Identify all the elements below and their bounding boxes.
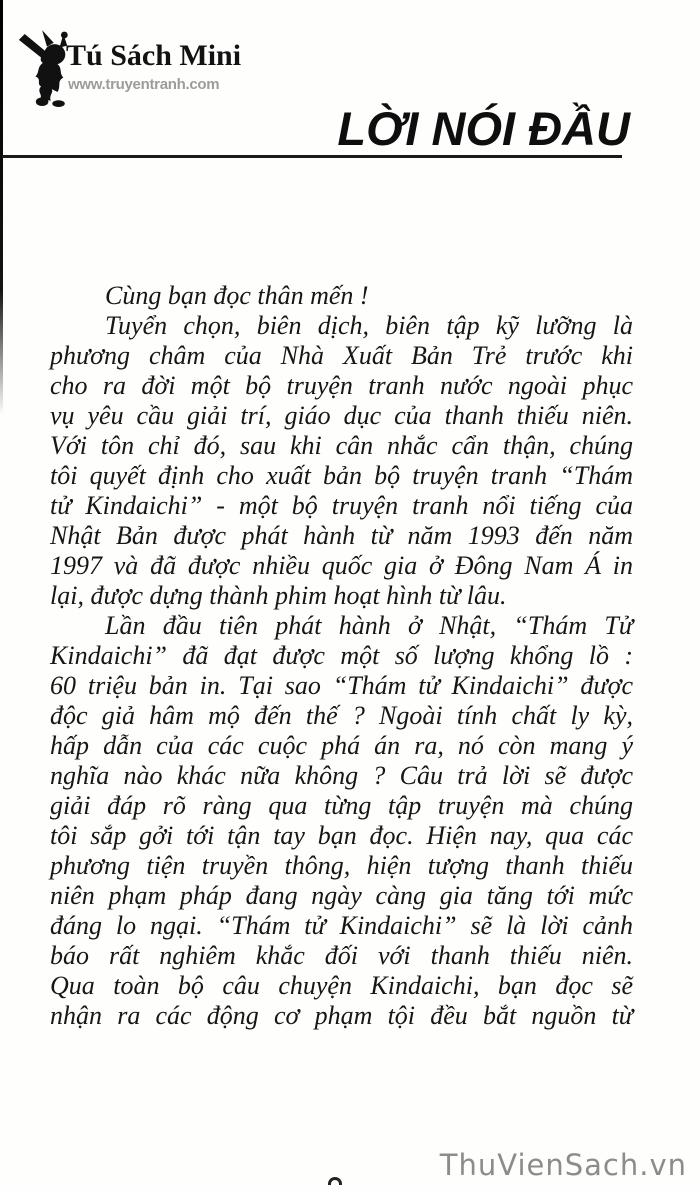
body-line: nhận ra các động cơ phạm tội đều bắt nguồn từ: [50, 1001, 633, 1030]
body-line: độc giả hâm mộ đến thế ? Ngoài tính chất ly kỳ,: [50, 701, 633, 730]
body-line: Kindaichi” đã đạt được một số lượng khổng lồ :: [50, 641, 633, 670]
body-line: đáng lo ngại. “Thám tử Kindaichi” sẽ là lời cảnh: [50, 911, 633, 940]
body-line: Với tôn chỉ đó, sau khi cân nhắc cẩn thận, chúng: [50, 431, 633, 460]
logo-title: Tú Sách Mini: [66, 39, 242, 72]
body-line: niên phạm pháp đang ngày càng gia tăng tới mức: [50, 881, 633, 910]
body-line: giải đáp rõ ràng qua từng tập truyện mà chúng: [50, 791, 633, 820]
body-line: 60 triệu bản in. Tại sao “Thám tử Kindaichi” được: [50, 671, 633, 700]
cropped-page-number-mark: [328, 1177, 342, 1185]
site-watermark: ThuVienSach.vn: [439, 1148, 687, 1182]
title-underline: [2, 155, 622, 158]
body-line: báo rất nghiêm khắc đối với thanh thiếu niên.: [50, 941, 633, 970]
preface-body: [50, 281, 633, 1031]
body-line: phương tiện truyền thông, hiện tượng thanh thiếu: [50, 851, 633, 880]
body-line: Cùng bạn đọc thân mến !: [105, 281, 369, 310]
body-line: 1997 và đã được nhiều quốc gia ở Đông Nam Á in: [50, 551, 633, 580]
logo-url: www.truyentranh.com: [68, 76, 220, 93]
body-line: hấp dẫn của các cuộc phá án ra, nó còn mang ý: [50, 731, 633, 760]
body-line: lại, được dựng thành phim hoạt hình từ lâu.: [50, 581, 507, 610]
body-line: cho ra đời một bộ truyện tranh nước ngoài phục: [50, 371, 633, 400]
page-title: LỜI NÓI ĐẦU: [337, 102, 630, 155]
body-line: tử Kindaichi” - một bộ truyện tranh nổi tiếng của: [50, 491, 633, 520]
scan-edge-line: [0, 0, 3, 415]
body-line: vụ yêu cầu giải trí, giáo dục của thanh thiếu niên.: [50, 401, 633, 430]
body-line: phương châm của Nhà Xuất Bản Trẻ trước khi: [50, 341, 633, 370]
body-line: Qua toàn bộ câu chuyện Kindaichi, bạn đọc sẽ: [50, 971, 633, 1000]
body-line: nghĩa nào khác nữa không ? Câu trả lời sẽ được: [50, 761, 633, 790]
body-line: tôi quyết định cho xuất bản bộ truyện tranh “Thám: [50, 461, 633, 490]
body-line: Nhật Bản được phát hành từ năm 1993 đến năm: [50, 521, 633, 550]
body-line: Tuyển chọn, biên dịch, biên tập kỹ lưỡng là: [105, 311, 633, 340]
body-line: Lần đầu tiên phát hành ở Nhật, “Thám Tử: [105, 611, 633, 640]
body-line: tôi sắp gởi tới tận tay bạn đọc. Hiện nay, qua các: [50, 821, 633, 850]
